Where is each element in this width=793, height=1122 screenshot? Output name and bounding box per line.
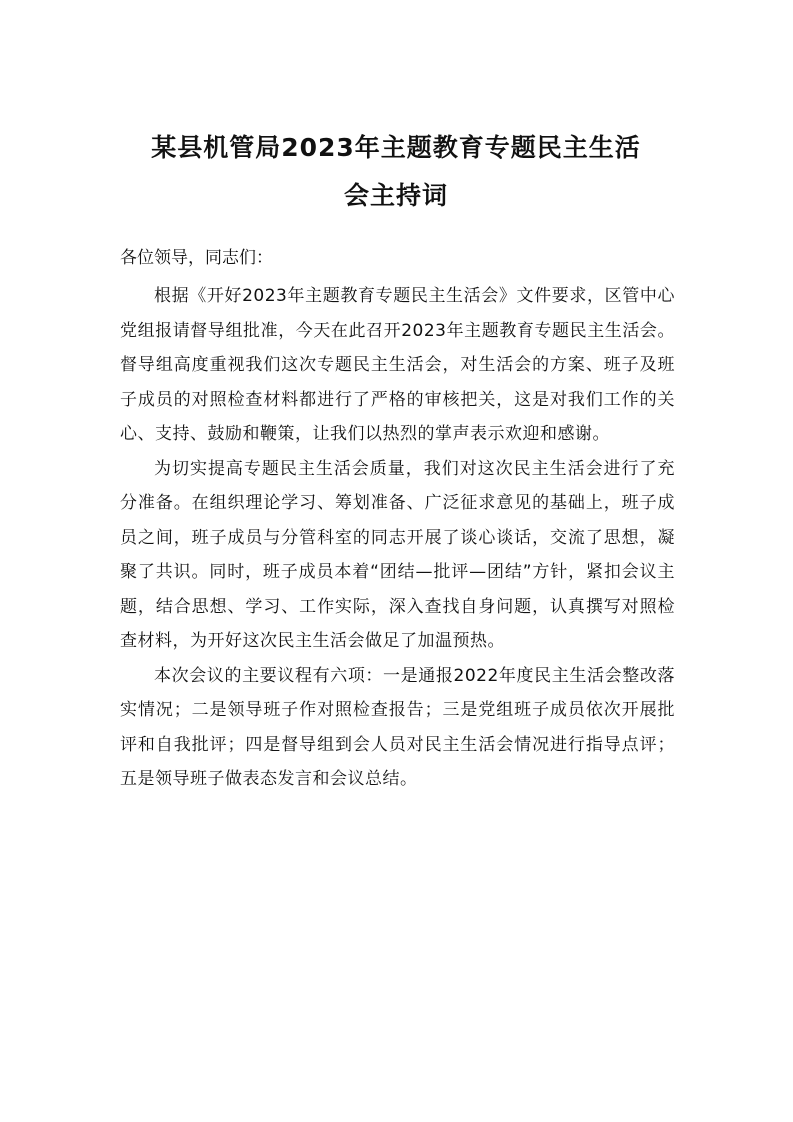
document-title: [118, 124, 674, 220]
paragraph-3: 本次会议的主要议程有六项：一是通报2022年度民主生活会整改落实情况；二是领导班子作对照检查报告；三是党组班子成员依次开展批评和自我批评；四是督导组到会人员对民主生活会情况进行指导点评；五是领导班子做表态发言和会议总结。: [120, 665, 675, 789]
paragraph-2: 为切实提高专题民主生活会质量，我们对这次民主生活会进行了充分准备。在组织理论学习、筹划准备、广泛征求意见的基础上，班子成员之间，班子成员与分管科室的同志开展了谈心谈话，交流了思想，凝聚了共识。同时，班子成员本着“团结—批评—团结”方针，紧扣会议主题，结合思想、学习、工作实际，深入查找自身问题，认真撰写对照检查材料，为开好这次民主生活会做足了加温预热。: [120, 458, 675, 651]
title-line-2: 会主持词: [343, 181, 448, 210]
document-body: [120, 241, 675, 797]
paragraph-1: 根据《开好2023年主题教育专题民主生活会》文件要求，区管中心党组报请督导组批准，今天在此召开2023年主题教育专题民主生活会。督导组高度重视我们这次专题民主生活会，对生活会的方案、班子及班子成员的对照检查材料都进行了严格的审核把关，这是对我们工作的关心、支持、鼓励和鞭策，让我们以热烈的掌声表示欢迎和感谢。: [120, 286, 675, 444]
salutation: 各位领导，同志们：: [120, 248, 273, 268]
title-line-1: 某县机管局2023年主题教育专题民主生活: [151, 133, 641, 162]
